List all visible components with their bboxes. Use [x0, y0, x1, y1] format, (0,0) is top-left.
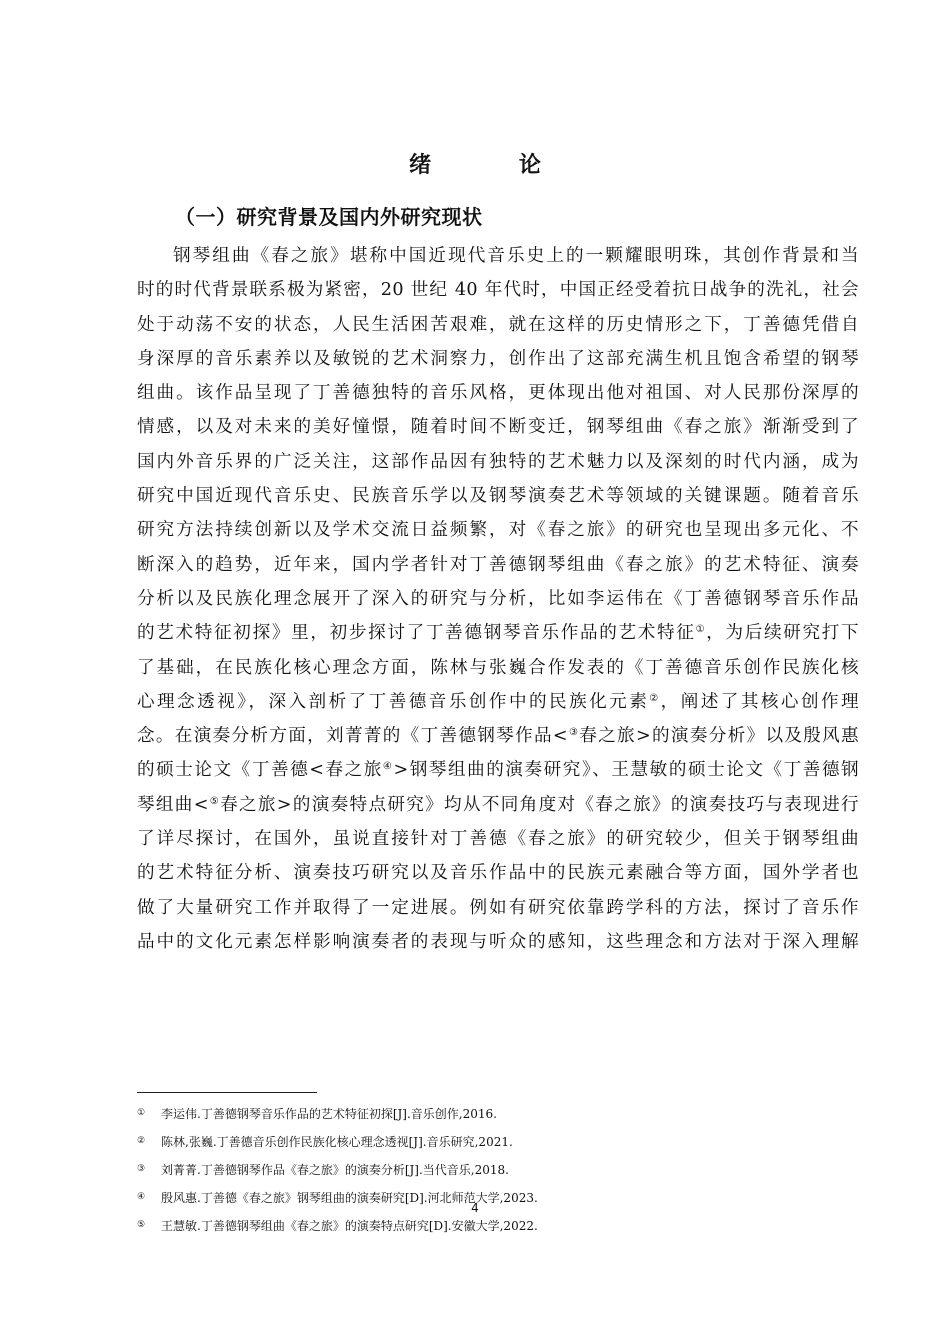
body-line: 处于动荡不安的状态，人民生活困苦艰难，就在这样的历史情形之下，丁善德凭借自: [137, 314, 859, 335]
body-line-text: >钢琴组曲的演奏研究》、王慧敏的硕士论文《丁善德钢: [393, 760, 859, 781]
footnote-text: 陈林,张巍.丁善德音乐创作民族化核心理念透视[J].音乐研究,2021.: [161, 1135, 513, 1149]
body-line: [137, 616, 859, 650]
footnote-reference[interactable]: ①: [695, 624, 707, 636]
body-line-text: 念。在演奏分析方面，刘菁菁的《丁善德钢琴作品<: [137, 726, 568, 747]
body-line: 时的时代背景联系极为紧密，20 世纪 40 年代时，中国正经受着抗日战争的洗礼，社会: [137, 280, 859, 301]
body-line: 情感，以及对未来的美好憧憬，随着时间不断变迁，钢琴组曲《春之旅》渐渐受到了: [137, 417, 859, 438]
body-line-text: 心理念透视》，深入剖析了丁善德音乐创作中的民族化元素: [137, 691, 650, 712]
footnotes: [137, 1100, 859, 1240]
body-line-text: 的硕士论文《丁善德<春之旅: [137, 760, 383, 781]
body-line: [137, 753, 859, 787]
body-line: 研究方法持续创新以及学术交流日益频繁，对《春之旅》的研究也呈现出多元化、不: [137, 520, 859, 541]
footnote-reference[interactable]: ④: [382, 761, 394, 773]
footnote-mark: ⑤: [137, 1220, 146, 1230]
body-line: [137, 788, 859, 822]
page-number: 4: [471, 1201, 479, 1215]
body-line: 分析以及民族化理念展开了深入的研究与分析，比如李运伟在《丁善德钢琴音乐作品: [137, 588, 859, 609]
footnote-reference[interactable]: ②: [649, 692, 661, 704]
body-line: 的艺术特征分析、演奏技巧研究以及音乐作品中的民族元素融合等方面，国外学者也: [137, 863, 859, 884]
body-line: 身深厚的音乐素养以及敏锐的艺术洞察力，创作出了这部充满生机且饱含希望的钢琴: [137, 348, 859, 369]
footnote-reference[interactable]: ③: [568, 727, 580, 739]
footnote-item: [137, 1212, 859, 1240]
body-line: [137, 685, 859, 719]
body-line-text: 春之旅>的演奏分析》以及殷风惠: [579, 726, 860, 747]
body-line: 研究中国近现代音乐史、民族音乐学以及钢琴演奏艺术等领域的关键课题。随着音乐: [137, 486, 859, 507]
footnote-mark: ③: [137, 1164, 146, 1174]
footnote-text: 刘菁菁.丁善德钢琴作品《春之旅》的演奏分析[J].当代音乐,2018.: [161, 1163, 509, 1177]
footnote-divider: [137, 1092, 317, 1093]
footnote-text: 王慧敏.丁善德钢琴组曲《春之旅》的演奏特点研究[D].安徽大学,2022.: [161, 1219, 538, 1233]
footnote-item: [137, 1128, 859, 1156]
body-line: 断深入的趋势，近年来，国内学者针对丁善德钢琴组曲《春之旅》的艺术特征、演奏: [137, 554, 859, 575]
footnote-reference[interactable]: ⑤: [208, 795, 221, 807]
footnote-mark: ①: [137, 1108, 146, 1118]
body-paragraph: [137, 239, 859, 959]
body-line: 组曲。该作品呈现了丁善德独特的音乐风格，更体现出他对祖国、对人民那份深厚的: [137, 383, 859, 404]
body-line: 了基础，在民族化核心理念方面，陈林与张巍合作发表的《丁善德音乐创作民族化核: [137, 657, 859, 678]
body-line: 钢琴组曲《春之旅》堪称中国近现代音乐史上的一颗耀眼明珠，其创作背景和当: [173, 246, 859, 266]
chapter-title: 绪 论: [409, 153, 581, 178]
footnote-item: [137, 1100, 859, 1128]
body-line-text: ，阐述了其核心创作理: [660, 691, 859, 712]
body-line-text: 琴组曲<: [137, 794, 209, 815]
footnote-mark: ④: [137, 1192, 146, 1202]
section-heading: （一）研究背景及国内外研究现状: [175, 205, 483, 229]
footnote-text: 殷风惠.丁善德《春之旅》钢琴组曲的演奏研究[D].河北师范大学,2023.: [161, 1191, 538, 1205]
footnote-mark: ②: [137, 1136, 146, 1146]
body-line: 做了大量研究工作并取得了一定进展。例如有研究依靠跨学科的方法，探讨了音乐作: [137, 897, 859, 918]
footnote-item: [137, 1156, 859, 1184]
footnote-text: 李运伟.丁善德钢琴音乐作品的艺术特征初探[J].音乐创作,2016.: [161, 1107, 497, 1121]
body-line-text: ，为后续研究打下: [706, 623, 859, 644]
body-line-text: 春之旅>的演奏特点研究》均从不同角度对《春之旅》的演奏技巧与表现进行: [220, 794, 859, 815]
body-line: [137, 719, 859, 753]
body-line-text: 的艺术特征初探》里，初步探讨了丁善德钢琴音乐作品的艺术特征: [137, 623, 696, 644]
body-line: 了详尽探讨，在国外，虽说直接针对丁善德《春之旅》的研究较少，但关于钢琴组曲: [137, 829, 859, 850]
body-line: 品中的文化元素怎样影响演奏者的表现与听众的感知，这些理念和方法对于深入理解: [137, 931, 859, 952]
body-line: 国内外音乐界的广泛关注，这部作品因有独特的艺术魅力以及深刻的时代内涵，成为: [137, 451, 859, 472]
